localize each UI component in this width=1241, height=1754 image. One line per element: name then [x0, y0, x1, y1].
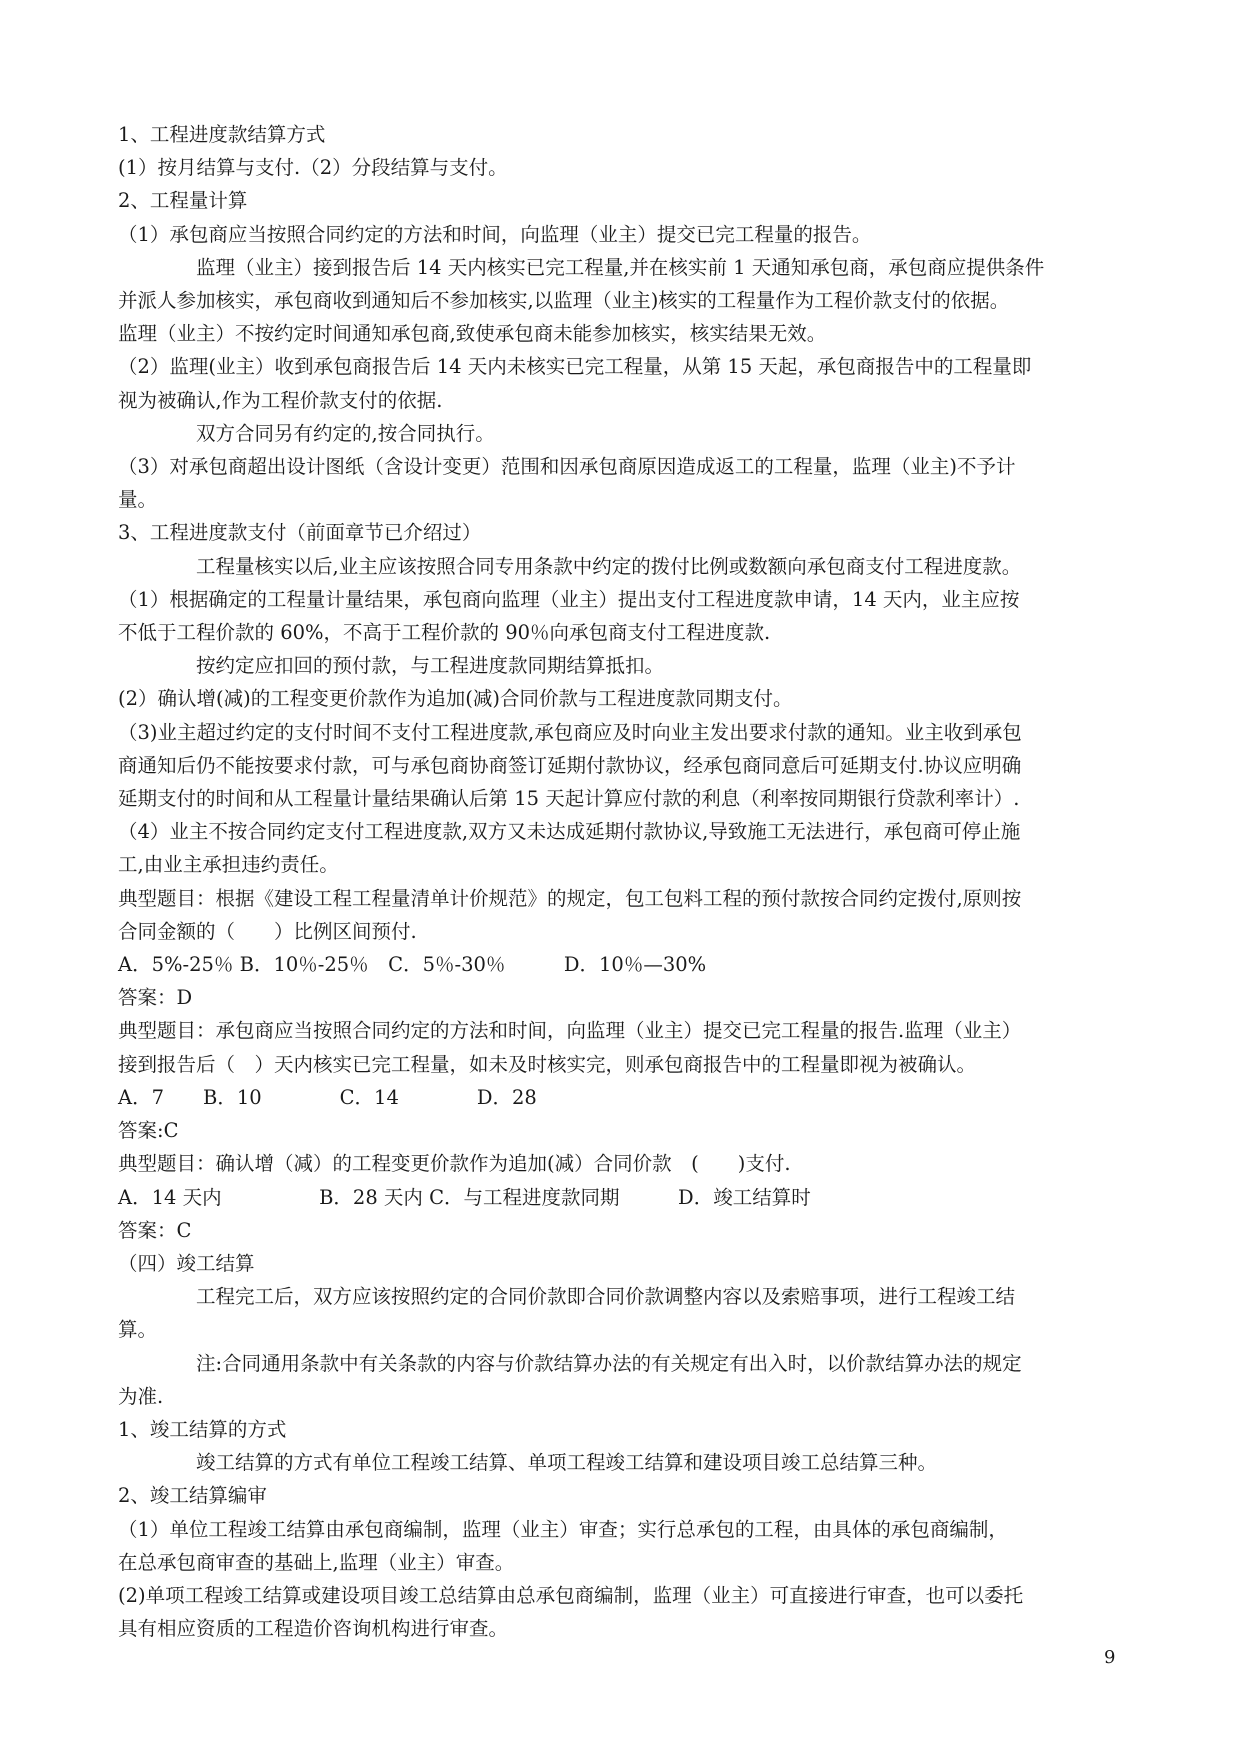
answer-key: 答案：C [118, 1218, 192, 1242]
paragraph: (1）按月结算与支付.（2）分段结算与支付。 [118, 156, 508, 180]
paragraph: (2）确认增(减)的工程变更价款作为追加(减)合同价款与工程进度款同期支付。 [118, 687, 793, 711]
paragraph: 工程完工后，双方应该按照约定的合同价款即合同价款调整内容以及索赔事项，进行工程竣工结 [196, 1285, 1016, 1309]
question-text: 合同金额的（ ）比例区间预付. [118, 919, 417, 943]
paragraph: 延期支付的时间和从工程量计量结果确认后第 15 天起计算应付款的利息（利率按同期银行贷款利率计）. [118, 787, 1020, 811]
paragraph: 工,由业主承担违约责任。 [118, 853, 339, 877]
question-text: 典型题目：承包商应当按照合同约定的方法和时间，向监理（业主）提交已完工程量的报告.监理（业主） [118, 1019, 1022, 1043]
page-number: 9 [1104, 1647, 1116, 1668]
paragraph: （1）承包商应当按照合同约定的方法和时间，向监理（业主）提交已完工程量的报告。 [118, 222, 872, 246]
paragraph: （4）业主不按合同约定支付工程进度款,双方又未达成延期付款协议,导致施工无法进行，承包商可停止施 [118, 820, 1021, 844]
document-page [118, 118, 1128, 1645]
paragraph: （1）根据确定的工程量计量结果，承包商向监理（业主）提出支付工程进度款申请，14 天内，业主应按 [118, 587, 1020, 611]
paragraph: 竣工结算的方式有单位工程竣工结算、单项工程竣工结算和建设项目竣工总结算三种。 [196, 1451, 938, 1475]
answer-options: A．5%-25％ B．10％-25％ C．5％-30％ D．10％—30% [118, 953, 707, 977]
paragraph: 商通知后仍不能按要求付款，可与承包商协商签订延期付款协议，经承包商同意后可延期支付.协议应明确 [118, 753, 1022, 777]
paragraph: 在总承包商审查的基础上,监理（业主）审查。 [118, 1550, 515, 1574]
question-text: 接到报告后（ ）天内核实已完工程量，如未及时核实完，则承包商报告中的工程量即视为被确认。 [118, 1052, 977, 1076]
paragraph: 并派人参加核实，承包商收到通知后不参加核实,以监理（业主)核实的工程量作为工程价款支付的依据。 [118, 289, 1010, 313]
paragraph: 按约定应扣回的预付款，与工程进度款同期结算抵扣。 [196, 654, 665, 678]
answer-options: A．7 B．10 C．14 D．28 [118, 1085, 537, 1109]
question-text: 典型题目：根据《建设工程工程量清单计价规范》的规定，包工包料工程的预付款按合同约定拨付,原则按 [118, 886, 1022, 910]
section-heading: （四）竣工结算 [118, 1251, 255, 1275]
paragraph: （1）单位工程竣工结算由承包商编制，监理（业主）审查；实行总承包的工程，由具体的承包商编制， [118, 1517, 1008, 1541]
paragraph: 监理（业主）接到报告后 14 天内核实已完工程量,并在核实前 1 天通知承包商，承包商应提供条件 [196, 255, 1045, 279]
answer-options: A．14 天内 B．28 天内 C．与工程进度款同期 D．竣工结算时 [118, 1185, 811, 1209]
section-heading: 3、工程进度款支付（前面章节已介绍过） [118, 521, 482, 545]
paragraph: 注:合同通用条款中有关条款的内容与价款结算办法的有关规定有出入时，以价款结算办法的规定 [196, 1351, 1022, 1375]
section-heading: 1、工程进度款结算方式 [118, 123, 326, 146]
section-heading: 2、工程量计算 [118, 189, 248, 213]
question-text: 典型题目：确认增（减）的工程变更价款作为追加(减）合同价款 ( )支付. [118, 1152, 791, 1176]
section-heading: 2、竣工结算编审 [118, 1484, 267, 1508]
paragraph: 监理（业主）不按约定时间通知承包商,致使承包商未能参加核实，核实结果无效。 [118, 322, 827, 346]
paragraph: 双方合同另有约定的,按合同执行。 [196, 421, 495, 445]
paragraph: （3）对承包商超出设计图纸（含设计变更）范围和因承包商原因造成返工的工程量，监理（业主)不予计 [118, 455, 1016, 479]
paragraph: 工程量核实以后,业主应该按照合同专用条款中约定的拨付比例或数额向承包商支付工程进度款。 [196, 554, 1022, 578]
paragraph: 量。 [118, 488, 158, 512]
answer-key: 答案：D [118, 986, 193, 1010]
paragraph: 不低于工程价款的 60%，不高于工程价款的 90％向承包商支付工程进度款. [118, 621, 771, 645]
paragraph: (2)单项工程竣工结算或建设项目竣工总结算由总承包商编制，监理（业主）可直接进行审查，也可以委托 [118, 1583, 1024, 1607]
paragraph: 为准. [118, 1384, 164, 1408]
paragraph: 视为被确认,作为工程价款支付的依据. [118, 388, 443, 412]
paragraph: 具有相应资质的工程造价咨询机构进行审查。 [118, 1617, 509, 1641]
section-heading: 1、竣工结算的方式 [118, 1417, 287, 1441]
paragraph: （2）监理(业主）收到承包商报告后 14 天内未核实已完工程量，从第 15 天起，承包商报告中的工程量即 [118, 355, 1032, 379]
answer-key: 答案:C [118, 1119, 179, 1143]
paragraph: （3)业主超过约定的支付时间不支付工程进度款,承包商应及时向业主发出要求付款的通知。业主收到承包 [118, 720, 1022, 744]
paragraph: 算。 [118, 1318, 158, 1342]
